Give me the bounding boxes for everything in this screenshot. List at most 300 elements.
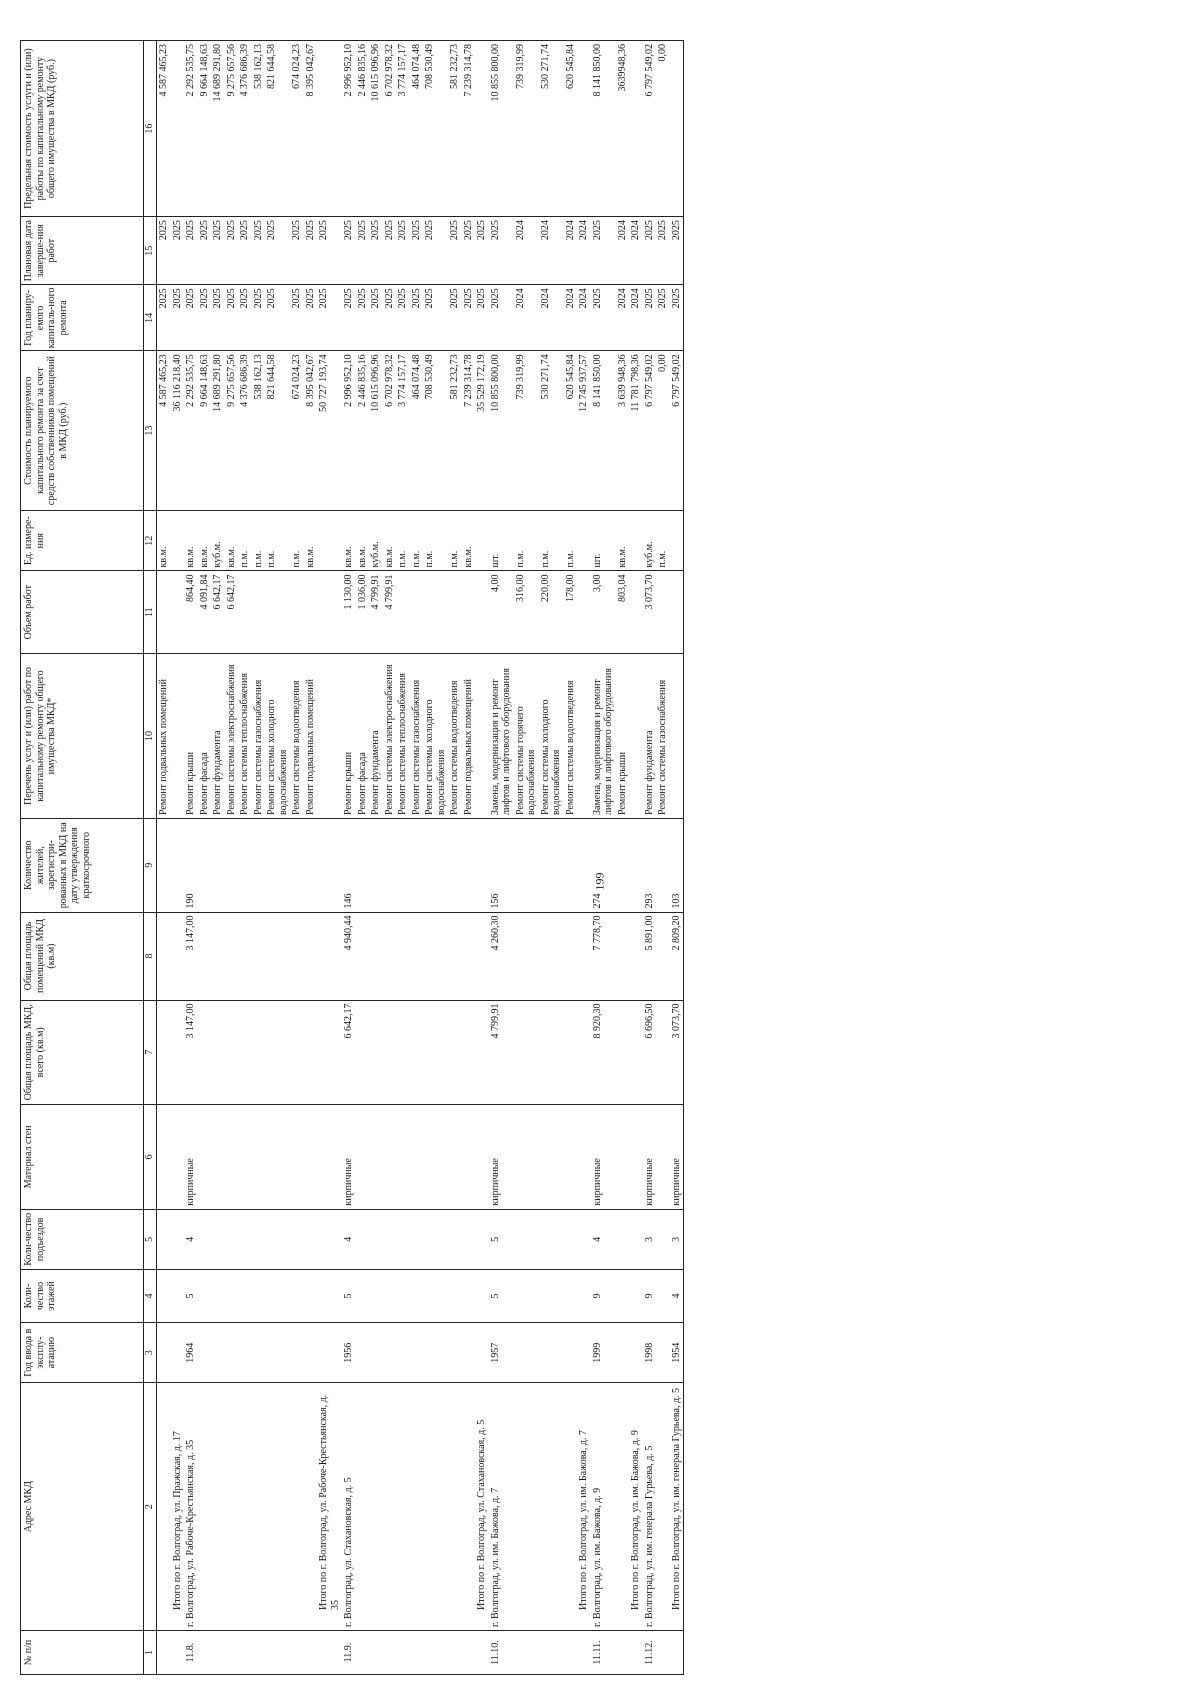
residents-cell xyxy=(423,819,448,913)
work-volume-cell xyxy=(423,571,448,654)
year-built-cell xyxy=(423,1322,448,1383)
unit-cell: кв.м. xyxy=(342,510,356,571)
address-cell: г. Волгоград, ул. Рабоче-Крестьянская, д. 35 xyxy=(184,1383,198,1631)
entrances-cell xyxy=(290,1209,304,1270)
repair-year-cell: 2025 xyxy=(396,285,410,351)
work-volume-cell: 178,00 xyxy=(564,571,578,654)
repair-year-cell: 2025 xyxy=(157,285,171,351)
wall-material-cell xyxy=(211,1105,225,1210)
repair-year-cell: 2025 xyxy=(238,285,252,351)
premises-area-cell xyxy=(238,912,252,1000)
unit-cell xyxy=(475,510,489,571)
repair-year-cell: 2025 xyxy=(656,285,670,351)
floors-cell xyxy=(171,1270,185,1323)
max-cost-cell: 581 232,73 xyxy=(448,41,462,217)
work-type-cell: Ремонт системы холодного водоснабжения xyxy=(265,653,290,818)
year-built-cell xyxy=(265,1322,290,1383)
repair-year-cell: 2024 xyxy=(577,285,591,351)
repair-year-cell: 2024 xyxy=(514,285,539,351)
header-cell: Общая площадь помещений МКД (кв.м) xyxy=(21,912,144,1000)
address-cell xyxy=(423,1383,448,1631)
planned-cost-cell: 3 774 157,17 xyxy=(396,351,410,511)
wall-material-cell xyxy=(356,1105,370,1210)
work-volume-cell: 316,00 xyxy=(514,571,539,654)
address-cell xyxy=(369,1383,383,1631)
row-number-cell xyxy=(238,1631,252,1675)
address-cell xyxy=(211,1383,225,1631)
total-area-cell xyxy=(396,1000,410,1105)
unit-cell: п.м. xyxy=(448,510,462,571)
address-cell xyxy=(539,1383,564,1631)
residents-cell xyxy=(157,819,171,913)
row-number-cell xyxy=(198,1631,212,1675)
repair-year-cell: 2025 xyxy=(489,285,514,351)
work-volume-cell: 864,40 xyxy=(184,571,198,654)
work-type-cell: Ремонт системы газоснабжения xyxy=(252,653,266,818)
premises-area-cell xyxy=(577,912,591,1000)
year-built-cell xyxy=(616,1322,630,1383)
entrances-cell: 5 xyxy=(489,1209,514,1270)
year-built-cell xyxy=(198,1322,212,1383)
work-volume-cell: 3 073,70 xyxy=(643,571,657,654)
residents-cell xyxy=(475,819,489,913)
completion-date-cell: 2025 xyxy=(410,217,424,285)
planned-cost-cell: 12 745 937,57 xyxy=(577,351,591,511)
entrances-cell xyxy=(629,1209,643,1270)
work-volume-cell xyxy=(304,571,318,654)
work-type-cell: Ремонт фундамента xyxy=(369,653,383,818)
residents-cell xyxy=(410,819,424,913)
entrances-cell xyxy=(383,1209,397,1270)
table-row xyxy=(656,41,670,1675)
completion-date-cell: 2025 xyxy=(252,217,266,285)
year-built-cell xyxy=(539,1322,564,1383)
entrances-cell xyxy=(462,1209,476,1270)
row-number-cell xyxy=(577,1631,591,1675)
completion-date-cell: 2025 xyxy=(462,217,476,285)
column-number: 5 xyxy=(144,1209,157,1270)
completion-date-cell: 2024 xyxy=(539,217,564,285)
entrances-cell xyxy=(265,1209,290,1270)
year-built-cell: 1957 xyxy=(489,1322,514,1383)
premises-area-cell xyxy=(356,912,370,1000)
work-volume-cell xyxy=(410,571,424,654)
work-type-cell: Ремонт системы электроснабжения xyxy=(383,653,397,818)
table-row xyxy=(616,41,630,1675)
row-number-cell xyxy=(383,1631,397,1675)
unit-cell: кв.м. xyxy=(184,510,198,571)
residents-cell xyxy=(265,819,290,913)
table-row xyxy=(564,41,578,1675)
work-type-cell xyxy=(171,653,185,818)
header-cell: Предельная стоимость услуги и (или) работы по капитальному ремонту общего имущества в МКД (руб.) xyxy=(21,41,144,217)
year-built-cell xyxy=(475,1322,489,1383)
work-volume-cell: 803,04 xyxy=(616,571,630,654)
entrances-cell: 3 xyxy=(670,1209,684,1270)
row-number-cell xyxy=(396,1631,410,1675)
wall-material-cell: кирпичные xyxy=(342,1105,356,1210)
residents-cell xyxy=(290,819,304,913)
floors-cell xyxy=(423,1270,448,1323)
address-cell xyxy=(290,1383,304,1631)
premises-area-cell xyxy=(564,912,578,1000)
work-type-cell: Ремонт крыши xyxy=(342,653,356,818)
planned-cost-cell: 10 615 096,96 xyxy=(369,351,383,511)
residents-cell xyxy=(462,819,476,913)
completion-date-cell: 2024 xyxy=(577,217,591,285)
unit-cell: п.м. xyxy=(514,510,539,571)
work-type-cell xyxy=(670,653,684,818)
work-volume-cell: 4 799,91 xyxy=(383,571,397,654)
work-type-cell xyxy=(317,653,342,818)
total-area-cell xyxy=(171,1000,185,1105)
residents-cell xyxy=(577,819,591,913)
wall-material-cell xyxy=(369,1105,383,1210)
work-volume-cell xyxy=(290,571,304,654)
floors-cell xyxy=(410,1270,424,1323)
completion-date-cell: 2025 xyxy=(489,217,514,285)
total-area-cell xyxy=(539,1000,564,1105)
planned-cost-cell: 6 702 978,32 xyxy=(383,351,397,511)
floors-cell: 5 xyxy=(342,1270,356,1323)
table-row xyxy=(369,41,383,1675)
row-number-cell: 11.10. xyxy=(489,1631,514,1675)
planned-cost-cell: 2 996 952,10 xyxy=(342,351,356,511)
table-row xyxy=(265,41,290,1675)
repair-year-cell: 2025 xyxy=(423,285,448,351)
row-number-cell xyxy=(410,1631,424,1675)
max-cost-cell: 14 689 291,80 xyxy=(211,41,225,217)
row-number-cell xyxy=(290,1631,304,1675)
completion-date-cell: 2025 xyxy=(383,217,397,285)
residents-cell xyxy=(564,819,578,913)
wall-material-cell xyxy=(157,1105,171,1210)
work-type-cell: Ремонт подвальных помещений xyxy=(157,653,171,818)
floors-cell: 9 xyxy=(643,1270,657,1323)
max-cost-cell: 0,00 xyxy=(656,41,670,217)
completion-date-cell: 2025 xyxy=(396,217,410,285)
repair-year-cell: 2025 xyxy=(290,285,304,351)
max-cost-cell xyxy=(670,41,684,217)
row-number-cell xyxy=(514,1631,539,1675)
wall-material-cell xyxy=(514,1105,539,1210)
row-number-cell: 11.12. xyxy=(643,1631,657,1675)
header-row xyxy=(21,41,144,1675)
residents-cell: 103 xyxy=(670,819,684,913)
total-area-cell xyxy=(252,1000,266,1105)
column-number: 7 xyxy=(144,1000,157,1105)
max-cost-cell: 2 292 535,75 xyxy=(184,41,198,217)
floors-cell xyxy=(396,1270,410,1323)
wall-material-cell xyxy=(629,1105,643,1210)
completion-date-cell: 2025 xyxy=(184,217,198,285)
wall-material-cell xyxy=(539,1105,564,1210)
premises-area-cell xyxy=(396,912,410,1000)
repair-year-cell: 2025 xyxy=(383,285,397,351)
work-volume-cell xyxy=(670,571,684,654)
work-type-cell: Ремонт крыши xyxy=(184,653,198,818)
total-area-cell xyxy=(225,1000,239,1105)
address-cell: г. Волгоград, ул. Стахановская, д. 5 xyxy=(342,1383,356,1631)
completion-date-cell: 2025 xyxy=(211,217,225,285)
completion-date-cell: 2025 xyxy=(475,217,489,285)
completion-date-cell: 2025 xyxy=(656,217,670,285)
unit-cell: кв.м. xyxy=(356,510,370,571)
column-number: 12 xyxy=(144,510,157,571)
work-type-cell: Ремонт системы водоотведения xyxy=(290,653,304,818)
unit-cell: кв.м. xyxy=(198,510,212,571)
table-row xyxy=(591,41,616,1675)
premises-area-cell xyxy=(475,912,489,1000)
table-row xyxy=(423,41,448,1675)
premises-area-cell xyxy=(462,912,476,1000)
year-built-cell xyxy=(462,1322,476,1383)
wall-material-cell xyxy=(423,1105,448,1210)
table-row xyxy=(304,41,318,1675)
residents-cell xyxy=(656,819,670,913)
unit-cell: кв.м. xyxy=(462,510,476,571)
row-number-cell xyxy=(369,1631,383,1675)
address-cell xyxy=(383,1383,397,1631)
row-number-cell xyxy=(356,1631,370,1675)
table-row xyxy=(643,41,657,1675)
row-number-cell: 11.8. xyxy=(184,1631,198,1675)
row-number-cell xyxy=(252,1631,266,1675)
max-cost-cell: 821 644,58 xyxy=(265,41,290,217)
total-row xyxy=(629,41,643,1675)
address-cell xyxy=(225,1383,239,1631)
total-area-cell xyxy=(448,1000,462,1105)
total-row xyxy=(670,41,684,1675)
planned-cost-cell: 2 292 535,75 xyxy=(184,351,198,511)
total-area-cell xyxy=(198,1000,212,1105)
max-cost-cell: 2 996 952,10 xyxy=(342,41,356,217)
unit-cell: п.м. xyxy=(252,510,266,571)
floors-cell xyxy=(238,1270,252,1323)
max-cost-cell xyxy=(629,41,643,217)
planned-cost-cell: 11 781 798,36 xyxy=(629,351,643,511)
floors-cell xyxy=(539,1270,564,1323)
unit-cell: кв.м. xyxy=(157,510,171,571)
completion-date-cell: 2025 xyxy=(157,217,171,285)
entrances-cell xyxy=(252,1209,266,1270)
table-row xyxy=(356,41,370,1675)
floors-cell xyxy=(211,1270,225,1323)
total-area-cell xyxy=(514,1000,539,1105)
total-area-cell xyxy=(629,1000,643,1105)
residents-cell xyxy=(198,819,212,913)
column-number: 16 xyxy=(144,41,157,217)
table-row xyxy=(539,41,564,1675)
row-number-cell xyxy=(656,1631,670,1675)
address-cell xyxy=(252,1383,266,1631)
max-cost-cell xyxy=(475,41,489,217)
work-volume-cell: 1 130,00 xyxy=(342,571,356,654)
column-number: 11 xyxy=(144,571,157,654)
completion-date-cell: 2024 xyxy=(616,217,630,285)
entrances-cell xyxy=(317,1209,342,1270)
year-built-cell xyxy=(225,1322,239,1383)
entrances-cell xyxy=(304,1209,318,1270)
unit-cell: п.м. xyxy=(410,510,424,571)
planned-cost-cell: 530 271,74 xyxy=(539,351,564,511)
work-type-cell: Ремонт системы водоотведения xyxy=(564,653,578,818)
premises-area-cell xyxy=(616,912,630,1000)
residents-cell: 190 xyxy=(184,819,198,913)
premises-area-cell xyxy=(369,912,383,1000)
column-number: 10 xyxy=(144,653,157,818)
entrances-cell xyxy=(157,1209,171,1270)
work-volume-cell xyxy=(462,571,476,654)
residents-cell xyxy=(616,819,630,913)
wall-material-cell xyxy=(396,1105,410,1210)
planned-cost-cell: 6 797 549,02 xyxy=(670,351,684,511)
wall-material-cell xyxy=(577,1105,591,1210)
row-number-cell xyxy=(171,1631,185,1675)
total-area-cell: 3 147,00 xyxy=(184,1000,198,1105)
row-number-cell xyxy=(304,1631,318,1675)
work-volume-cell xyxy=(396,571,410,654)
wall-material-cell: кирпичные xyxy=(643,1105,657,1210)
completion-date-cell: 2024 xyxy=(514,217,539,285)
work-type-cell: Замена, модернизация и ремонт лифтов и лифтового оборудования xyxy=(489,653,514,818)
address-cell: г. Волгоград, ул. им. генерала Гурьева, д. 5 xyxy=(643,1383,657,1631)
wall-material-cell xyxy=(410,1105,424,1210)
residents-cell xyxy=(448,819,462,913)
unit-cell: куб.м. xyxy=(643,510,657,571)
floors-cell xyxy=(383,1270,397,1323)
wall-material-cell: кирпичные xyxy=(184,1105,198,1210)
work-type-cell: Ремонт системы водоотведения xyxy=(448,653,462,818)
work-volume-cell: 4,00 xyxy=(489,571,514,654)
year-built-cell xyxy=(369,1322,383,1383)
total-area-cell xyxy=(265,1000,290,1105)
work-volume-cell: 4 799,91 xyxy=(369,571,383,654)
floors-cell xyxy=(475,1270,489,1323)
total-area-cell xyxy=(211,1000,225,1105)
max-cost-cell: 6 702 978,32 xyxy=(383,41,397,217)
table-row xyxy=(290,41,304,1675)
completion-date-cell: 2025 xyxy=(317,217,342,285)
total-area-cell xyxy=(369,1000,383,1105)
max-cost-cell: 3639948,36 xyxy=(616,41,630,217)
max-cost-cell xyxy=(171,41,185,217)
premises-area-cell xyxy=(225,912,239,1000)
max-cost-cell: 7 239 314,78 xyxy=(462,41,476,217)
row-number-cell xyxy=(564,1631,578,1675)
unit-cell: п.м. xyxy=(396,510,410,571)
work-volume-cell: 4 091,84 xyxy=(198,571,212,654)
premises-area-cell xyxy=(304,912,318,1000)
entrances-cell xyxy=(514,1209,539,1270)
floors-cell xyxy=(252,1270,266,1323)
repair-year-cell: 2025 xyxy=(317,285,342,351)
year-built-cell xyxy=(171,1322,185,1383)
wall-material-cell: кирпичные xyxy=(591,1105,616,1210)
work-volume-cell: 220,00 xyxy=(539,571,564,654)
total-area-cell xyxy=(317,1000,342,1105)
unit-cell: п.м. xyxy=(238,510,252,571)
residents-cell xyxy=(252,819,266,913)
address-cell: Итого по г. Волгоград, ул. им. Бажова, д. 9 xyxy=(629,1383,643,1631)
entrances-cell: 3 xyxy=(643,1209,657,1270)
page-number: 199 xyxy=(592,872,607,891)
floors-cell xyxy=(225,1270,239,1323)
work-type-cell: Ремонт подвальных помещений xyxy=(304,653,318,818)
header-cell: № п/п xyxy=(21,1631,144,1675)
max-cost-cell: 8 141 850,00 xyxy=(591,41,616,217)
total-area-cell xyxy=(475,1000,489,1105)
address-cell xyxy=(656,1383,670,1631)
premises-area-cell xyxy=(252,912,266,1000)
wall-material-cell xyxy=(290,1105,304,1210)
header-cell: Объем работ xyxy=(21,571,144,654)
planned-cost-cell: 2 446 835,16 xyxy=(356,351,370,511)
max-cost-cell: 8 395 042,67 xyxy=(304,41,318,217)
year-built-cell: 1956 xyxy=(342,1322,356,1383)
premises-area-cell xyxy=(656,912,670,1000)
column-number: 8 xyxy=(144,912,157,1000)
work-type-cell: Ремонт подвальных помещений xyxy=(462,653,476,818)
unit-cell: куб.м. xyxy=(211,510,225,571)
unit-cell xyxy=(171,510,185,571)
unit-cell: п.м. xyxy=(656,510,670,571)
entrances-cell: 4 xyxy=(342,1209,356,1270)
year-built-cell xyxy=(304,1322,318,1383)
completion-date-cell: 2025 xyxy=(342,217,356,285)
completion-date-cell: 2025 xyxy=(171,217,185,285)
total-area-cell xyxy=(304,1000,318,1105)
address-cell xyxy=(396,1383,410,1631)
premises-area-cell xyxy=(290,912,304,1000)
max-cost-cell: 2 446 835,16 xyxy=(356,41,370,217)
floors-cell xyxy=(577,1270,591,1323)
entrances-cell xyxy=(448,1209,462,1270)
work-type-cell: Замена, модернизация и ремонт лифтов и лифтового оборудования xyxy=(591,653,616,818)
wall-material-cell xyxy=(383,1105,397,1210)
wall-material-cell xyxy=(225,1105,239,1210)
total-area-cell xyxy=(656,1000,670,1105)
work-type-cell: Ремонт системы газоснабжения xyxy=(410,653,424,818)
column-number: 15 xyxy=(144,217,157,285)
wall-material-cell xyxy=(448,1105,462,1210)
year-built-cell xyxy=(656,1322,670,1383)
year-built-cell xyxy=(211,1322,225,1383)
repair-year-cell: 2024 xyxy=(629,285,643,351)
work-type-cell: Ремонт системы холодного водоснабжения xyxy=(423,653,448,818)
work-volume-cell xyxy=(171,571,185,654)
completion-date-cell: 2025 xyxy=(198,217,212,285)
table-body xyxy=(157,41,684,1675)
header-cell: Количество жителей, зарегистри-рованных в МКД на дату утверждения краткосрочного xyxy=(21,819,144,913)
work-type-cell xyxy=(629,653,643,818)
entrances-cell: 4 xyxy=(591,1209,616,1270)
capital-repair-table xyxy=(20,40,684,1675)
year-built-cell xyxy=(629,1322,643,1383)
max-cost-cell: 9 275 657,56 xyxy=(225,41,239,217)
planned-cost-cell: 708 530,49 xyxy=(423,351,448,511)
work-volume-cell xyxy=(317,571,342,654)
row-number-cell xyxy=(211,1631,225,1675)
floors-cell xyxy=(290,1270,304,1323)
work-type-cell xyxy=(475,653,489,818)
premises-area-cell: 3 147,00 xyxy=(184,912,198,1000)
planned-cost-cell: 10 855 800,00 xyxy=(489,351,514,511)
planned-cost-cell: 464 074,48 xyxy=(410,351,424,511)
residents-cell: 274 xyxy=(591,819,616,913)
entrances-cell xyxy=(475,1209,489,1270)
wall-material-cell xyxy=(462,1105,476,1210)
